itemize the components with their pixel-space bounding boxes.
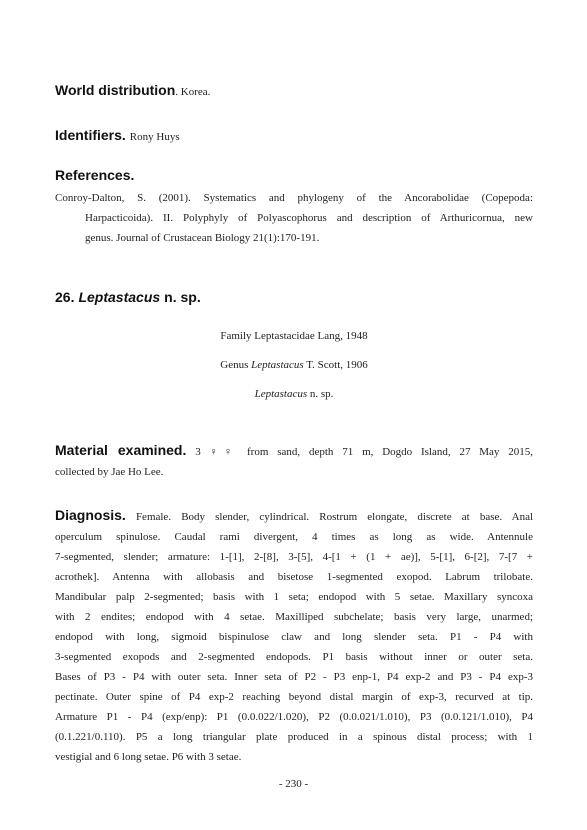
world-distribution-section: [55, 82, 533, 100]
diagnosis-line: 3-segmented exopods and 2-segmented endopods. P1 basis without inner or outer seta.: [55, 651, 533, 663]
diagnosis-line: endopod with long, sigmoid bispinulose claw and long slender seta. P1 - P4 with: [55, 631, 533, 643]
species-suffix: n. sp.: [164, 289, 201, 305]
references-heading: References.: [55, 167, 135, 183]
material-heading: Material examined.: [55, 442, 187, 458]
diagnosis-line: Armature P1 - P4 (exp/enp): P1 (0.0.022/1.020), P2 (0.0.021/1.010), P3 (0.0.121/1.010), P4: [55, 711, 533, 723]
diagnosis-line: 7-segmented, slender; armature: 1-[1], 2-[8], 3-[5], 4-[1 + (1 + ae)], 5-[1], 6-[2], 7-[7 +: [55, 551, 533, 563]
identifiers-heading: Identifiers.: [55, 127, 126, 143]
diagnosis-line: with 2 endites; endopod with 4 setae. Maxilliped subchelate; basis very large, unarmed;: [55, 611, 533, 623]
material-section: [55, 440, 533, 482]
species-name: Leptastacus: [254, 388, 308, 400]
identifiers-text: Rony Huys: [129, 131, 180, 143]
genus-author: T. Scott, 1906: [306, 359, 368, 371]
page-number: - 230 -: [278, 778, 309, 790]
diagnosis-line: acrothek]. Antenna with allobasis and bisetose 1-segmented exopod. Labrum trilobate.: [55, 571, 533, 583]
species-number: 26.: [55, 289, 75, 305]
genus-prefix: Genus: [220, 359, 249, 371]
diagnosis-text: Female. Body slender, cylindrical. Rostrum elongate, discrete at base. Anal: [135, 511, 534, 523]
species-genus: Leptastacus: [78, 289, 161, 305]
material-line: [55, 440, 533, 462]
material-text: 3 ♀♀ from sand, depth 71 m, Dogdo Island, 27 May 2015,: [195, 446, 534, 458]
reference-line: genus. Journal of Crustacean Biology 21(1):170-191.: [85, 232, 320, 244]
genus-line: [55, 359, 533, 371]
species-line: [55, 388, 533, 400]
diagnosis-line: (0.1.221/0.110). P5 a long triangular plate produced in a spinous distal process; with 1: [55, 731, 533, 743]
species-name-suffix: n. sp.: [309, 388, 334, 400]
references-section: [55, 167, 533, 183]
species-heading: [55, 289, 533, 307]
identifiers-section: [55, 127, 533, 145]
material-line: collected by Jae Ho Lee.: [55, 466, 164, 478]
diagnosis-heading: Diagnosis.: [55, 507, 126, 523]
reference-line: Harpacticoida). II. Polyphyly of Polyascophorus and description of Arthuricornua, new: [85, 212, 533, 224]
diagnosis-line: [55, 505, 533, 527]
diagnosis-line: vestigial and 6 long setae. P6 with 3 setae.: [55, 751, 242, 763]
diagnosis-section: [55, 505, 533, 767]
diagnosis-line: Mandibular palp 2-segmented; basis with 1 seta; endopod with 5 setae. Maxillary syncoxa: [55, 591, 533, 603]
genus-name: Leptastacus: [251, 359, 304, 371]
diagnosis-line: Bases of P3 - P4 with outer seta. Inner seta of P2 - P3 enp-1, P4 exp-2 and P3 - P4 exp-3: [55, 671, 533, 683]
reference-line: Conroy-Dalton, S. (2001). Systematics and phylogeny of the Ancorabolidae (Copepoda:: [55, 192, 533, 204]
diagnosis-line: operculum spinulose. Caudal rami divergent, 4 times as long as wide. Antennule: [55, 531, 533, 543]
reference-item: [55, 188, 533, 248]
world-distribution-heading: World distribution: [55, 82, 176, 98]
world-distribution-text: . Korea.: [175, 86, 211, 98]
diagnosis-line: pectinate. Outer spine of P4 exp-2 reaching beyond distal margin of exp-3, recurved at tip.: [55, 691, 533, 703]
family-line: Family Leptastacidae Lang, 1948: [220, 330, 368, 342]
